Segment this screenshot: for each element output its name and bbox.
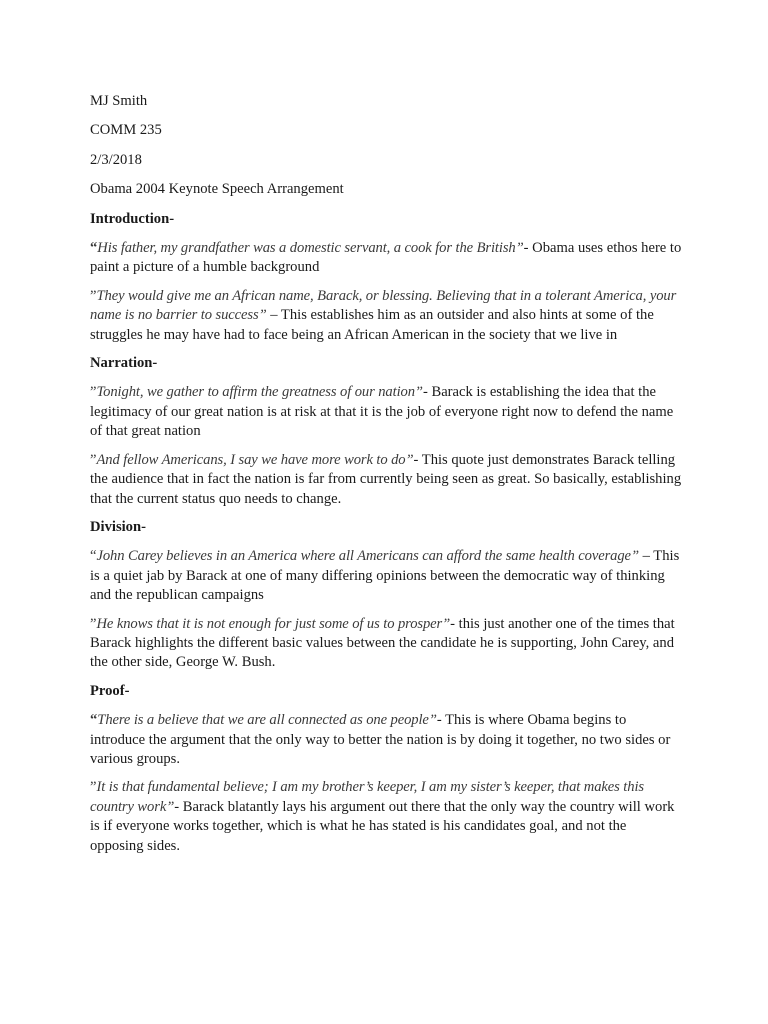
- speech-quote: It is that fundamental believe; I am my brother’s keeper, I am my sister’s keeper, that makes this country work”: [90, 779, 644, 815]
- paragraph: [90, 615, 682, 673]
- open-quote: “: [90, 712, 98, 729]
- speech-quote: He knows that it is not enough for just some of us to prosper”: [96, 615, 451, 632]
- section-heading-introduction: Introduction-: [90, 210, 175, 227]
- document-title: Obama 2004 Keynote Speech Arrangement: [90, 181, 344, 198]
- paragraph: [90, 287, 682, 345]
- paragraph: [90, 547, 682, 605]
- document-page: [90, 92, 682, 865]
- course-code: COMM 235: [90, 122, 162, 139]
- speech-quote: His father, my grandfather was a domestic servant, a cook for the British”: [97, 240, 524, 257]
- analysis-comment: - Obama uses ethos here to paint a picture of a humble background: [90, 240, 682, 276]
- author-name: MJ Smith: [90, 93, 148, 109]
- paragraph: [90, 778, 682, 856]
- open-quote: ”: [90, 287, 97, 304]
- speech-quote: And fellow Americans, I say we have more work to do”: [96, 451, 414, 468]
- open-quote: ”: [90, 384, 97, 401]
- paragraph: [90, 383, 682, 441]
- section-heading-division: Division-: [90, 518, 146, 535]
- speech-quote: John Carey believes in an America where all Americans can afford the same health coverage”: [96, 548, 639, 565]
- paragraph: [90, 451, 682, 509]
- speech-quote: There is a believe that we are all connected as one people”: [97, 712, 437, 729]
- open-quote: “: [90, 548, 97, 565]
- open-quote: ”: [90, 451, 97, 468]
- analysis-comment: - Barack blatantly lays his argument out there that the only way the country will work is if everyone works together, which is what he has stated is his candidates goal, and not the opposing sides.: [90, 798, 675, 854]
- analysis-comment: - This quote just demonstrates Barack telling the audience that in fact the nation is far from currently being seen as great. So basically, establishing that the current status quo needs to change.: [90, 451, 682, 507]
- section-heading-narration: Narration-: [90, 355, 158, 372]
- open-quote: “: [90, 240, 98, 257]
- open-quote: ”: [90, 615, 97, 632]
- document-date: 2/3/2018: [90, 151, 142, 168]
- analysis-comment: – This establishes him as an outsider and also hints at some of the struggles he may have had to face being an African American in the society that we live in: [90, 307, 654, 343]
- section-heading-proof: Proof-: [90, 682, 130, 699]
- analysis-comment: - this just another one of the times that Barack highlights the different basic values between the candidate he is supporting, John Carey, and the other side, George W. Bush.: [90, 615, 675, 671]
- speech-quote: They would give me an African name, Barack, or blessing. Believing that in a tolerant America, your name is no barrier to success”: [90, 287, 677, 324]
- paragraph: [90, 711, 682, 769]
- paragraph: [90, 239, 682, 278]
- open-quote: ”: [90, 779, 97, 796]
- analysis-comment: – This is a quiet jab by Barack at one of many differing opinions between the democratic way of thinking and the republican campaigns: [90, 548, 680, 604]
- analysis-comment: - This is where Obama begins to introduce the argument that the only way to better the nation is by doing it together, no two sides or various groups.: [90, 712, 671, 767]
- analysis-comment: - Barack is establishing the idea that the legitimacy of our great nation is at risk at that it is the job of everyone right now to defend the name of that great nation: [90, 384, 674, 440]
- speech-quote: Tonight, we gather to affirm the greatness of our nation”: [96, 384, 423, 401]
